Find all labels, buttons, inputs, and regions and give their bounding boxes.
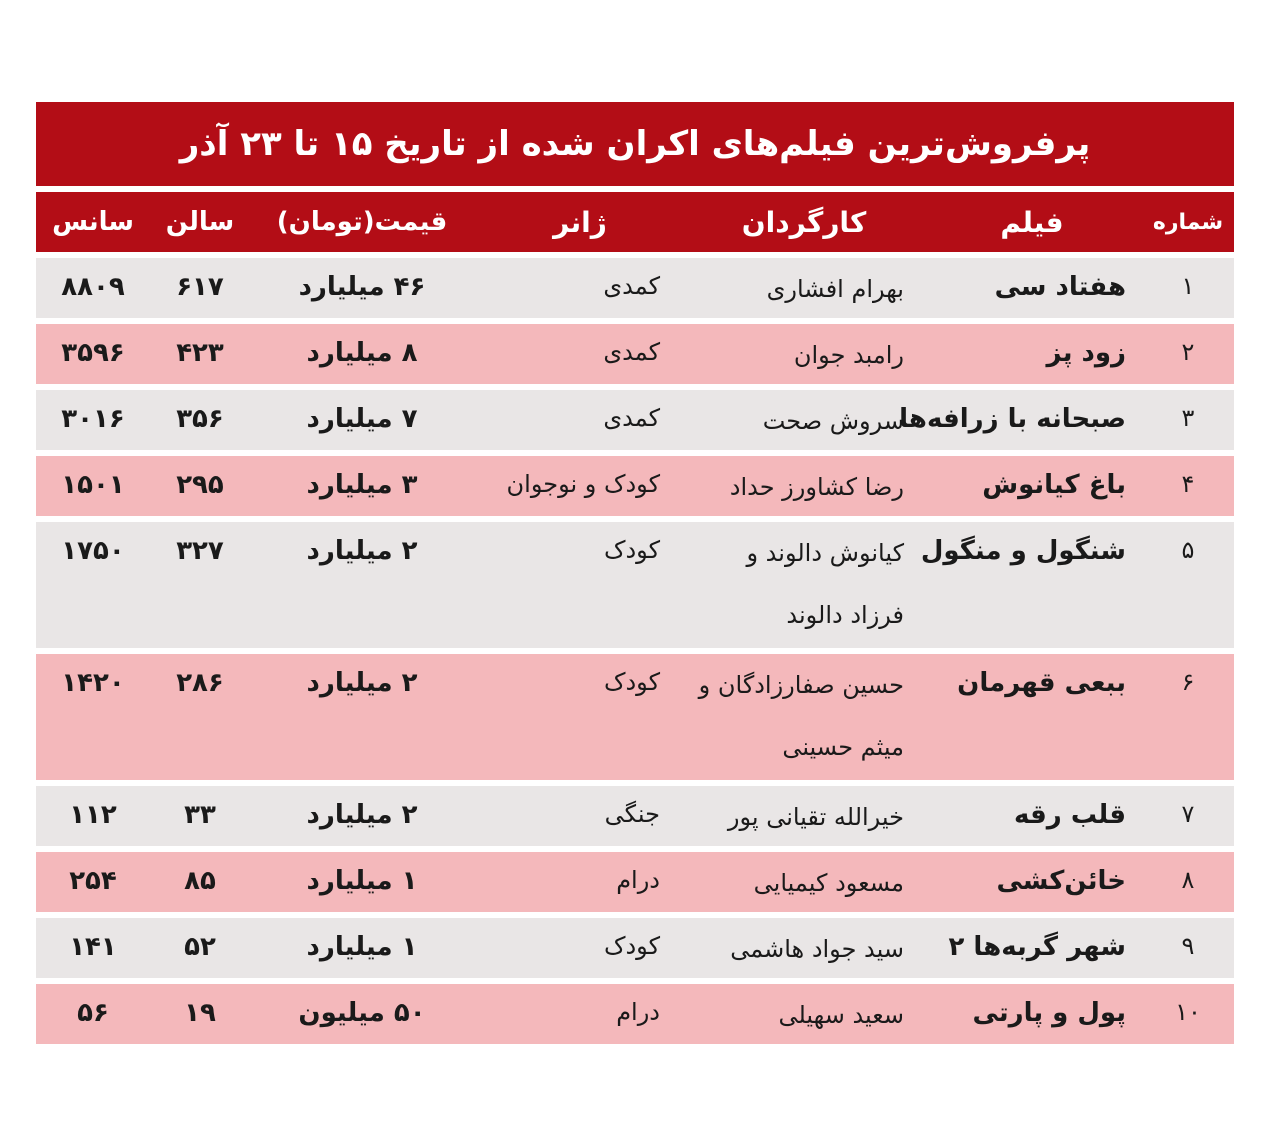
row-number: ۲: [1181, 338, 1195, 366]
hall-count: ۳۵۶: [176, 404, 224, 434]
director-name: فرزاد دالوند: [786, 601, 904, 629]
row-number: ۱: [1181, 272, 1195, 300]
director-name: سعید سهیلی: [778, 1001, 904, 1029]
box-office-price: ۷ میلیارد: [306, 404, 418, 434]
box-office-price: ۲ میلیارد: [306, 800, 418, 830]
director-cell: [686, 918, 922, 980]
session-count: ۱۴۱: [69, 932, 117, 962]
row-number: ۷: [1181, 800, 1195, 828]
film-title: باغ کیانوش: [982, 470, 1126, 500]
director-cell: [686, 390, 922, 452]
director-cell: [686, 852, 922, 914]
table-row: [36, 786, 1234, 846]
table-body: [36, 258, 1234, 1044]
table-row: [36, 654, 1234, 780]
box-office-price: ۲ میلیارد: [306, 668, 418, 698]
table-row: [36, 456, 1234, 516]
header-genre: ژانر: [553, 205, 607, 239]
film-title: خائن‌کشی: [996, 866, 1126, 896]
film-title: شنگول و منگول: [920, 536, 1126, 566]
session-count: ۸۸۰۹: [61, 272, 125, 302]
hall-count: ۳۳: [184, 800, 216, 830]
director-cell: [686, 456, 922, 518]
box-office-price: ۱ میلیارد: [306, 932, 418, 962]
genre: درام: [616, 998, 660, 1026]
director-name: بهرام افشاری: [766, 275, 904, 303]
hall-count: ۲۹۵: [176, 470, 224, 500]
director-name: میثم حسینی: [782, 733, 904, 761]
row-number: ۸: [1181, 866, 1195, 894]
hall-count: ۸۵: [184, 866, 216, 896]
hall-count: ۵۲: [184, 932, 216, 962]
film-title: زود پز: [1046, 338, 1126, 368]
table-row: [36, 522, 1234, 648]
director-name: کیانوش دالوند و: [746, 539, 904, 567]
session-count: ۱۱۲: [69, 800, 117, 830]
director-cell: [686, 324, 922, 386]
director-cell: [686, 522, 922, 646]
table-row: [36, 324, 1234, 384]
session-count: ۳۵۹۶: [61, 338, 125, 368]
hall-count: ۱۹: [184, 998, 216, 1028]
session-count: ۱۷۵۰: [61, 536, 125, 566]
film-title: قلب رقه: [1014, 800, 1126, 830]
genre: کودک: [604, 668, 660, 696]
genre: کودک: [604, 536, 660, 564]
director-cell: [686, 984, 922, 1046]
box-office-price: ۳ میلیارد: [306, 470, 418, 500]
table-title-text: پرفروش‌ترین فیلم‌های اکران شده از تاریخ ۱۵ تا ۲۳ آذر: [179, 124, 1091, 164]
header-film: فیلم: [1000, 205, 1064, 239]
genre: کمدی: [603, 272, 660, 300]
director-name: رامبد جوان: [793, 341, 904, 369]
director-cell: [686, 786, 922, 848]
table-row: [36, 390, 1234, 450]
box-office-price: ۱ میلیارد: [306, 866, 418, 896]
box-office-price: ۲ میلیارد: [306, 536, 418, 566]
hall-count: ۶۱۷: [176, 272, 224, 302]
film-title: صبحانه با زرافه‌ها: [899, 404, 1126, 434]
genre: کمدی: [603, 404, 660, 432]
film-title: هفتاد سی: [994, 272, 1126, 302]
film-title: ببعی قهرمان: [957, 668, 1126, 698]
row-number: ۹: [1181, 932, 1195, 960]
genre: درام: [616, 866, 660, 894]
session-count: ۲۵۴: [69, 866, 117, 896]
table-row: [36, 852, 1234, 912]
header-sans: سانس: [52, 207, 134, 237]
session-count: ۱۴۲۰: [61, 668, 125, 698]
table-row: [36, 918, 1234, 978]
hall-count: ۳۲۷: [176, 536, 224, 566]
header-price: قیمت(تومان): [276, 207, 448, 237]
genre: کودک و نوجوان: [506, 470, 660, 498]
table-row: [36, 984, 1234, 1044]
box-office-price: ۴۶ میلیارد: [298, 272, 426, 302]
hall-count: ۴۲۳: [176, 338, 224, 368]
table-title: [36, 102, 1234, 186]
header-row: [36, 192, 1234, 252]
box-office-price: ۵۰ میلیون: [298, 998, 426, 1028]
session-count: ۵۶: [77, 998, 109, 1028]
session-count: ۳۰۱۶: [61, 404, 125, 434]
box-office-table: [36, 102, 1234, 1044]
director-cell: [686, 258, 922, 320]
director-name: سید جواد هاشمی: [730, 935, 904, 963]
genre: جنگی: [604, 800, 660, 828]
header-num: شماره: [1152, 209, 1224, 235]
film-title: پول و پارتی: [972, 998, 1126, 1028]
box-office-price: ۸ میلیارد: [306, 338, 418, 368]
header-director: کارگردان: [741, 205, 867, 239]
film-title: شهر گربه‌ها ۲: [948, 932, 1126, 962]
director-name: خیرالله تقیانی پور: [727, 803, 904, 831]
header-hall: سالن: [165, 207, 235, 237]
director-name: سروش صحت: [762, 407, 904, 435]
genre: کمدی: [603, 338, 660, 366]
director-cell: [686, 654, 922, 778]
genre: کودک: [604, 932, 660, 960]
director-name: مسعود کیمیایی: [753, 869, 904, 897]
row-number: ۵: [1181, 536, 1195, 564]
director-name: حسین صفارزادگان و: [698, 671, 904, 699]
row-number: ۶: [1181, 668, 1195, 696]
director-name: رضا کشاورز حداد: [729, 473, 904, 501]
table-row: [36, 258, 1234, 318]
hall-count: ۲۸۶: [176, 668, 224, 698]
row-number: ۱۰: [1175, 998, 1201, 1026]
row-number: ۳: [1181, 404, 1195, 432]
session-count: ۱۵۰۱: [61, 470, 125, 500]
row-number: ۴: [1181, 470, 1195, 498]
